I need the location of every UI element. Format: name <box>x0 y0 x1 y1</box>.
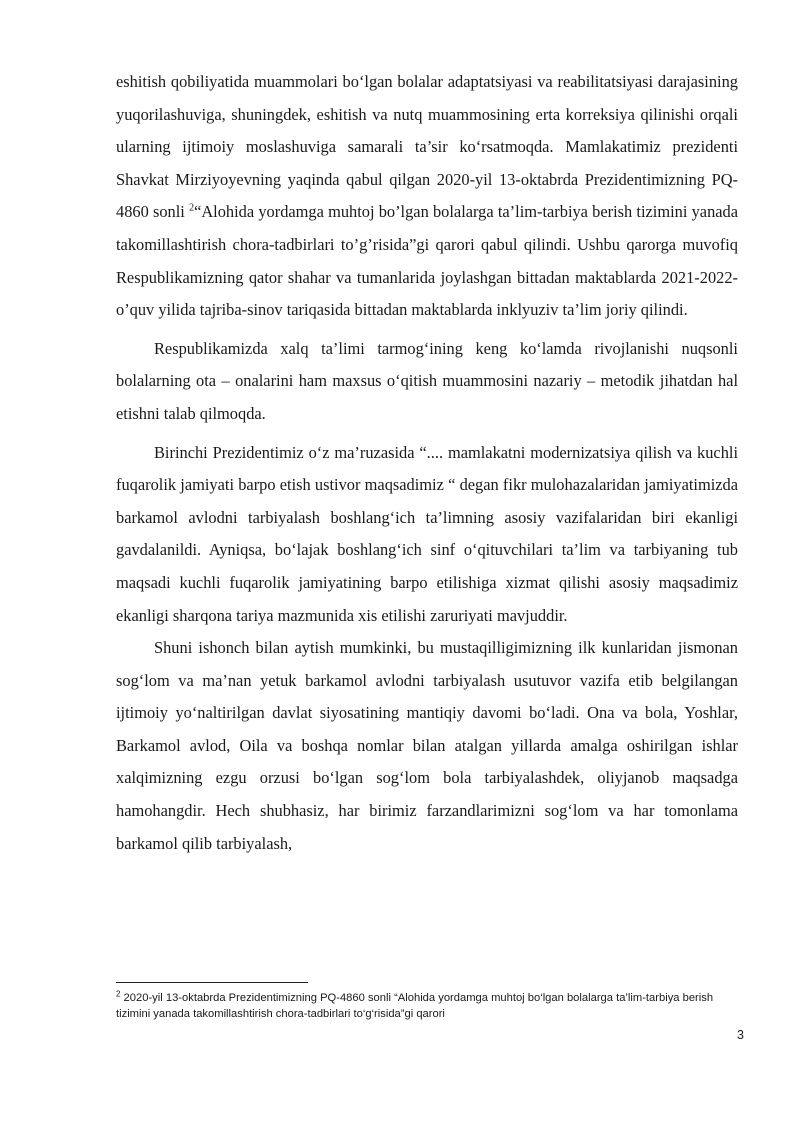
paragraph-1 <box>116 66 738 327</box>
body-text <box>116 66 738 860</box>
paragraph-4: Shuni ishonch bilan aytish mumkinki, bu mustaqilligimizning ilk kunlaridan jismonan sog‘lom va ma’nan yetuk barkamol avlodni tarbiyalash usutuvor vazifa etib belgilangan ijtimoiy yo‘naltirilgan davlat siyosatining mantiqiy davomi bo‘ladi. Ona va bola, Yoshlar, Barkamol avlod, Oila va boshqa nomlar bilan atalgan yillarda amalga oshirilgan ishlar xalqimizning ezgu orzusi bo‘lgan sog‘lom bola tarbiyalashdek, oliyjanob maqsadga hamohangdir. Hech shubhasiz, har birimiz farzandlarimizni sog‘lom va har tomonlama barkamol qilib tarbiyalash, <box>116 638 738 853</box>
footnote-reference[interactable]: 2 <box>189 202 195 214</box>
footnote-number: 2 <box>116 989 121 999</box>
page-number: 3 <box>737 1028 744 1042</box>
footnote <box>116 990 748 1022</box>
footnote-separator <box>116 982 308 983</box>
footnote-text: 2020-yil 13-oktabrda Prezidentimizning PQ-4860 sonli “Alohida yordamga muhtoj bo‘lgan bolalarga ta’lim-tarbiya berish tizimini yanada takomillashtirish chora-tadbirlari to‘g‘risida”gi qarori <box>116 992 714 1020</box>
paragraph-1-text-b: “Alohida yordamga muhtoj bo’lgan bolalarga ta’lim-tarbiya berish tizimini yanada takomillashtirish chora-tadbirlari to’g’risida”gi qarori qabul qilindi. Ushbu qarorga muvofiq Respublikamizning qator shahar va tumanlarida joylashgan bittadan maktablarda 2021-2022-o’quv yilida tajriba-sinov tariqasida bittadan maktablarda inklyuziv ta’lim joriy qilindi. <box>116 202 739 320</box>
paragraph-2: Respublikamizda xalq ta’limi tarmog‘ining keng ko‘lamda rivojlanishi nuqsonli bolalarning ota – onalarini ham maxsus o‘qitish muammosini nazariy – metodik jihatdan hal etishni talab qilmoqda. <box>116 338 738 423</box>
paragraph-3: Birinchi Prezidentimiz o‘z ma’ruzasida “.... mamlakatni modernizatsiya qilish va kuchli fuqarolik jamiyati barpo etish ustivor maqsadimiz “ degan fikr mulohazalaridan jamiyatimizda barkamol avlodni tarbiyalash boshlang‘ich ta’limning asosiy vazifalaridan biri ekanligi gavdalanildi. Ayniqsa, bo‘lajak boshlang‘ich sinf o‘qituvchilari ta’lim va tarbiyaning tub maqsadi kuchli fuqarolik jamiyatining barpo etilishiga xizmat qilishi asosiy maqsadimiz ekanligi sharqona tariya mazmunida xis etilishi zaruriyati mavjuddir. <box>116 442 738 625</box>
paragraph-1-text-a: eshitish qobiliyatida muammolari bo‘lgan bolalar adaptatsiyasi va reabilitatsiyasi darajasining yuqorilashuviga, shuningdek, eshitish va nutq muammosining erta korreksiya qilinishi orqali ularning ijtimoiy moslashuviga samarali ta’sir ko‘rsatmoqda. Mamlakatimiz prezidenti Shavkat Mirziyoyevning yaqinda qabul qilgan 2020-yil 13-oktabrda Prezidentimizning PQ-4860 sonli <box>116 72 738 222</box>
